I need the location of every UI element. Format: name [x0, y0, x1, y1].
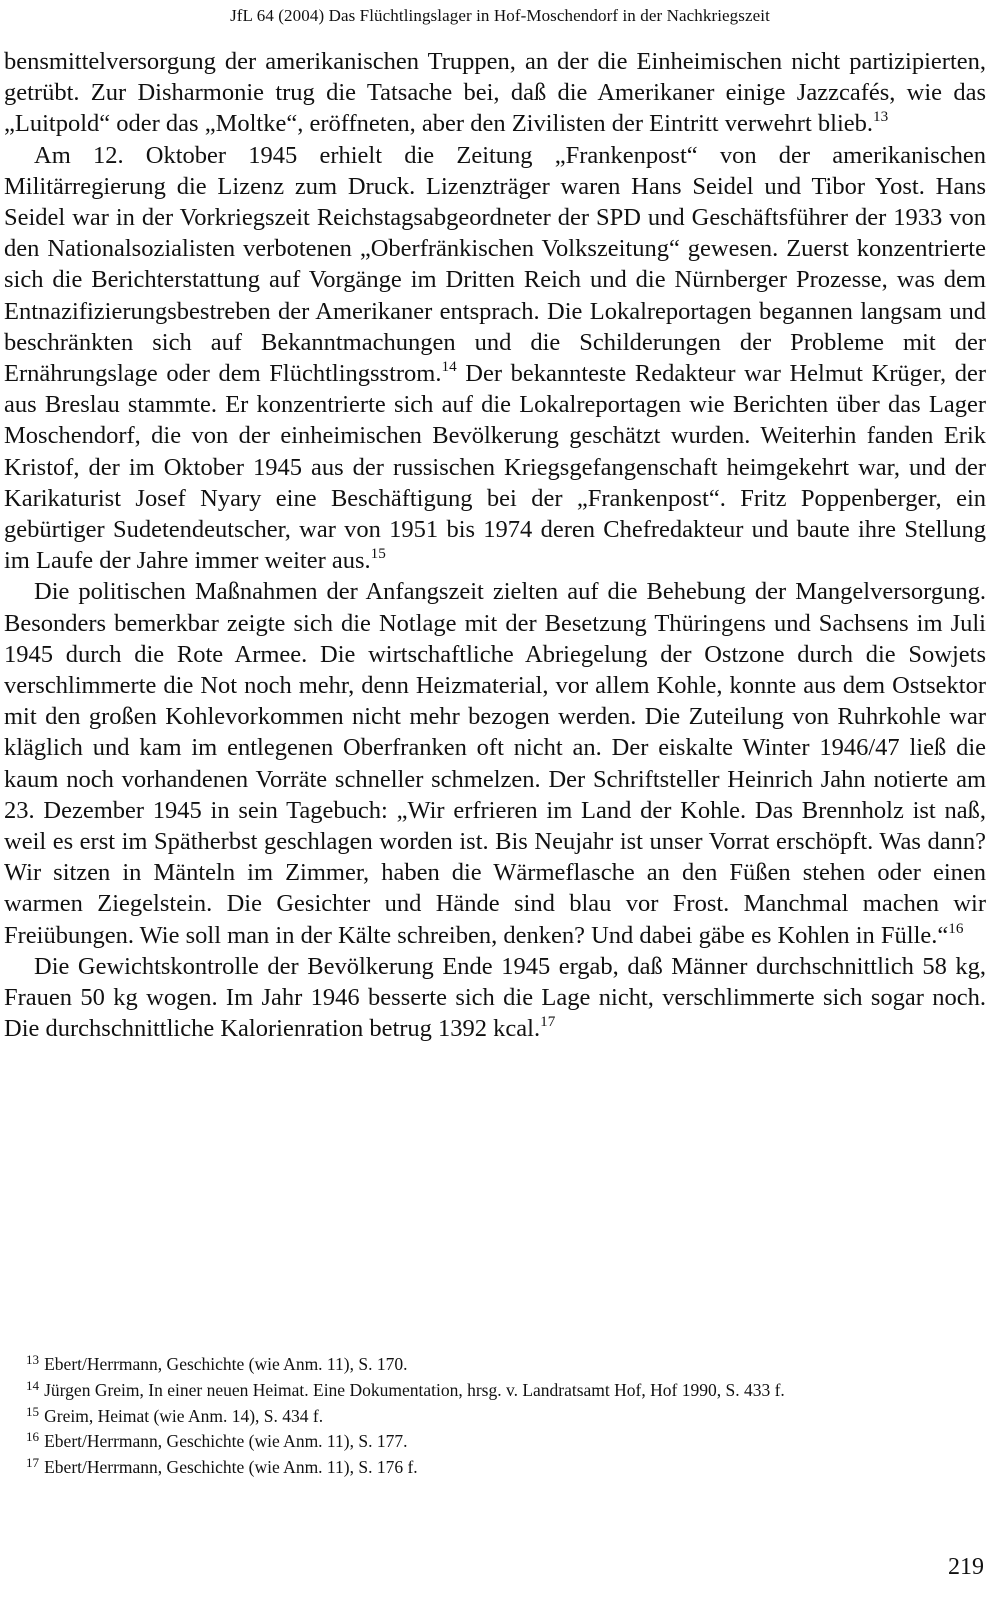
footnote-text: Ebert/Herrmann, Geschichte (wie Anm. 11), S. 176 f. [44, 1457, 418, 1478]
footnote-number: 14 [26, 1377, 40, 1393]
footnote-text: Ebert/Herrmann, Geschichte (wie Anm. 11), S. 177. [44, 1431, 408, 1452]
footnote [4, 1404, 986, 1430]
footnote-number: 16 [26, 1429, 40, 1445]
footnote-text: Greim, Heimat (wie Anm. 14), S. 434 f. [44, 1405, 324, 1426]
footnote-number: 13 [26, 1352, 40, 1368]
body-text [4, 46, 986, 1045]
paragraph-text: bensmittelversorgung der amerikanischen Truppen, an der die Einheimischen nicht partizipierten, getrübt. Zur Disharmonie trug die Tatsache bei, daß die Amerikaner einige Jazzcafés, wie das „Luitpold“ oder das „Moltke“, eröffneten, aber den Zivilisten der Eintritt verwehrt blieb. [4, 48, 986, 138]
paragraph-text: Die politischen Maßnahmen der Anfangszeit zielten auf die Behebung der Mangelversorgung. Besonders bemerkbar zeigte sich die Notlage mit der Besetzung Thüringens und Sachsens im Juli 1945 durch die Rote Armee. Die wirtschaftliche Abriegelung der Ostzone durch die Sowjets verschlimmerte die Not noch mehr, denn Heizmaterial, vor allem Kohle, konnte aus dem Ostsektor mit den großen Kohlevorkommen nicht mehr bezogen werden. Die Zuteilung von Ruhrkohle war kläglich und kam im entlegenen Oberfranken oft nicht an. Der eiskalte Winter 1946/47 ließ die kaum noch vorhandenen Vorräte schneller schmelzen. Der Schriftsteller Heinrich Jahn notierte am 23. Dezember 1945 in sein Tagebuch: „Wir erfrieren im Land der Kohle. Das Brennholz ist naß, weil es erst im Spätherbst geschlagen worden ist. Bis Neujahr ist unser Vorrat erschöpft. Was dann? Wir sitzen in Mänteln im Zimmer, haben die Wärmeflasche an den Füßen stehen oder einen warmen Ziegelstein. Die Gesichter und Hände sind blau vor Frost. Manchmal machen wir Freiübungen. Wie soll man in der Kälte schreiben, denken? Und dabei gäbe es Kohlen in Fülle.“ [4, 578, 986, 949]
footnotes [4, 1352, 986, 1481]
running-head: JfL 64 (2004) Das Flüchtlingslager in Hof-Moschendorf in der Nachkriegszeit [230, 6, 770, 25]
footnote-text: Jürgen Greim, In einer neuen Heimat. Eine Dokumentation, hrsg. v. Landratsamt Hof, Hof 1990, S. 433 f. [44, 1379, 785, 1400]
footnote-reference[interactable]: 17 [540, 1013, 556, 1031]
footnote [4, 1455, 986, 1481]
page-number: 219 [948, 1554, 984, 1580]
paragraph [4, 140, 986, 577]
footnote-reference[interactable]: 16 [948, 919, 964, 937]
footnote-text: Ebert/Herrmann, Geschichte (wie Anm. 11), S. 170. [44, 1354, 408, 1374]
paragraph [4, 951, 986, 1045]
paragraph-text: Der bekannteste Redakteur war Helmut Krüger, der aus Breslau stammte. Er konzentrierte sich auf die Lokalreportagen wie Berichten über das Lager Moschendorf, die von der einheimischen Bevölkerung geschätzt wurden. Weiterhin fanden Erik Kristof, der im Oktober 1945 aus der russischen Kriegsgefangenschaft heimgekehrt war, und der Karikaturist Josef Nyary eine Beschäftigung bei der „Frankenpost“. Fritz Poppenberger, ein gebürtiger Sudetendeutscher, war von 1951 bis 1974 deren Chefredakteur und baute ihre Stellung im Laufe der Jahre immer weiter aus. [4, 360, 987, 575]
footnote-reference[interactable]: 14 [441, 358, 457, 376]
paragraph [4, 46, 986, 140]
paragraph-text: Die Gewichtskontrolle der Bevölkerung Ende 1945 ergab, daß Männer durchschnittlich 58 kg, Frauen 50 kg wogen. Im Jahr 1946 besserte sich die Lage nicht, verschlimmerte sich sogar noch. Die durchschnittliche Kalorienration betrug 1392 kcal. [4, 952, 986, 1043]
footnote [4, 1429, 986, 1455]
footnote-number: 15 [26, 1403, 40, 1419]
footnote [4, 1352, 986, 1378]
footnote [4, 1378, 986, 1404]
footnote-reference[interactable]: 15 [370, 545, 386, 563]
footnote-reference[interactable]: 13 [873, 108, 889, 126]
paragraph-text: Am 12. Oktober 1945 erhielt die Zeitung „Frankenpost“ von der amerikanischen Militärregierung die Lizenz zum Druck. Lizenzträger waren Hans Seidel und Tibor Yost. Hans Seidel war in der Vorkriegszeit Reichstagsabgeordneter der SPD und Geschäftsführer der 1933 von den Nationalsozialisten verbotenen „Oberfränkischen Volkszeitung“ gewesen. Zuerst konzentrierte sich die Berichterstattung auf Vorgänge im Dritten Reich und die Nürnberger Prozesse, was dem Entnazifizierungsbestreben der Amerikaner entsprach. Die Lokalreportagen begannen langsam und beschränkten sich auf Bekanntmachungen und die Schilderungen der Probleme mit der Ernährungslage oder dem Flüchtlingsstrom. [4, 141, 986, 388]
paragraph [4, 576, 986, 950]
footnote-number: 17 [26, 1455, 40, 1471]
